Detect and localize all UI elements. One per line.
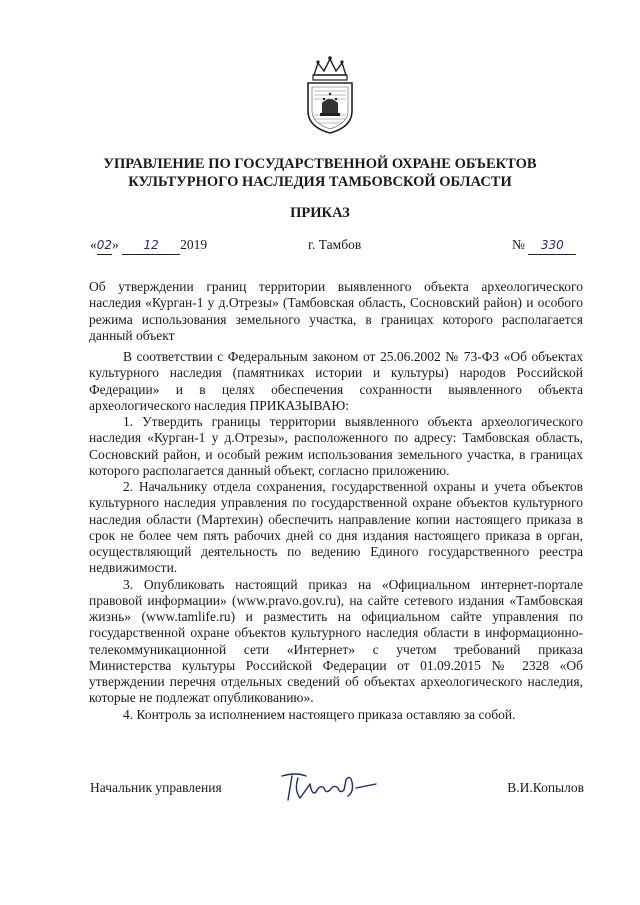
document-body: [89, 349, 583, 723]
body-item-1: 1. Утвердить границы территории выявленного объекта археологического наследия «Курган-1 у д.Отрезы», расположенного по адресу: Тамбовская область, Сосновский район, и особый режим использования земельного участка, в границах которого располагается данный объект, согласно приложению.: [89, 414, 583, 478]
body-item-4: 4. Контроль за исполнением настоящего приказа оставляю за собой.: [123, 706, 516, 722]
document-number: [512, 236, 576, 255]
handwritten-signature-icon: [276, 770, 386, 806]
organization-name-line2: КУЛЬТУРНОГО НАСЛЕДИЯ ТАМБОВСКОЙ ОБЛАСТИ: [128, 174, 512, 190]
number-sign: №: [512, 237, 525, 252]
body-item-2: 2. Начальнику отдела сохранения, государственной охраны и учета объектов культурного наследия управления по государственной охране объектов культурного наследия области (Мартехин) обеспечить направление копии настоящего приказа в срок не более чем пять рабочих дней со дня издания настоящего приказа в орган, осуществляющий деятельность по ведению Единого государственного реестра недвижимости.: [89, 479, 583, 576]
signature-block: [90, 770, 584, 810]
tambov-coat-of-arms-icon: [300, 55, 360, 135]
signer-name: В.И.Копылов: [507, 780, 584, 795]
date-close-quote: »: [112, 237, 119, 252]
date-year: 2019: [180, 237, 208, 252]
document-meta: [90, 236, 590, 254]
number-value: 330: [528, 236, 576, 255]
body-intro: В соответствии с Федеральным законом от 25.06.2002 № 73-ФЗ «Об объектах культурного наследия (памятниках истории и культуры) народов Российской Федерации» и в целях обеспечения сохранности выявленного объекта археологического наследия ПРИКАЗЫВАЮ:: [89, 349, 583, 413]
document-subject: Об утверждении границ территории выявленного объекта археологического наследия «Курган-1 у д.Отрезы» (Тамбовская область, Сосновский район) и особого режима использования земельного участка, в границах которого располагается данный объект: [89, 279, 583, 344]
signer-position: Начальник управления: [90, 780, 222, 795]
document-type: ПРИКАЗ: [290, 205, 350, 221]
date-month: 12: [122, 236, 180, 255]
organization-name: [0, 155, 640, 191]
document-date: [90, 236, 207, 255]
organization-name-line1: УПРАВЛЕНИЕ ПО ГОСУДАРСТВЕННОЙ ОХРАНЕ ОБЪЕКТОВ: [103, 156, 537, 172]
date-day: 02: [97, 236, 112, 255]
body-item-3: 3. Опубликовать настоящий приказ на «Официальном интернет-портале правовой информации» (www.pravo.gov.ru), на сайте сетевого издания «Тамбовская жизнь» (www.tamlife.ru) и разместить на официальном сайте управления по государственной охране объектов культурного наследия области в информационно-телекоммуникационной сети «Интернет» с учетом требований приказа Министерства культуры Российской Федерации от 01.09.2015 № 2328 «Об утверждении перечня отдельных сведений об объектах археологического наследия, которые не подлежат опубликованию».: [89, 576, 583, 706]
document-city: г. Тамбов: [308, 237, 362, 252]
date-open-quote: «: [90, 237, 97, 252]
